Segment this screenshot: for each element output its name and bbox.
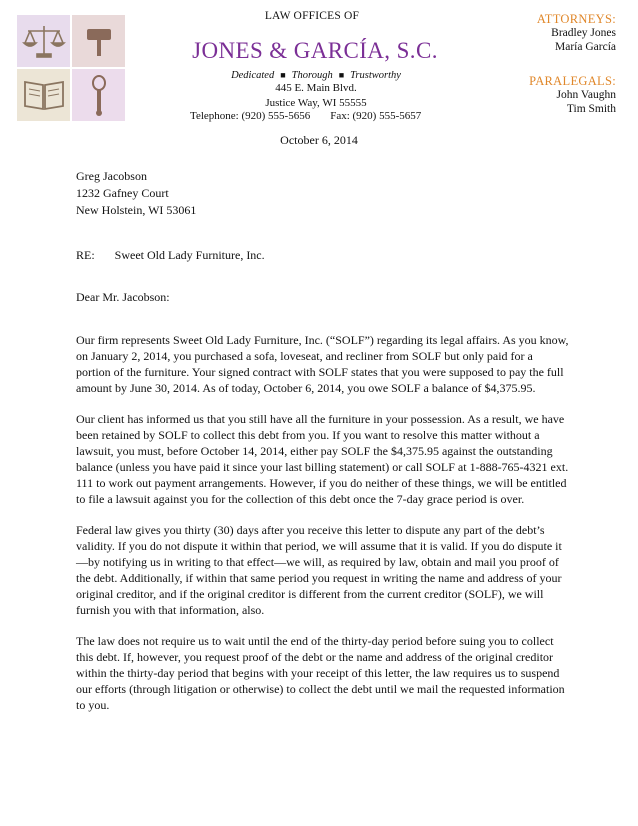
firm-fax: Fax: (920) 555-5657	[330, 110, 422, 122]
scales-icon	[22, 21, 66, 61]
tagline-separator: ■	[338, 70, 345, 80]
logo-tile-gavel-2	[72, 69, 125, 121]
tagline-word: Thorough	[291, 70, 333, 81]
letter-body	[76, 332, 570, 728]
logo-tile-scales	[17, 15, 70, 67]
logo-tile-gavel	[72, 15, 125, 67]
paralegal-name: John Vaughn	[556, 89, 616, 101]
body-paragraph: Our firm represents Sweet Old Lady Furniture, Inc. (“SOLF”) regarding its legal affairs. As you know, on January 2, 2014, you purchased a sofa, loveseat, and recliner from SOLF but only paid for a portion of the furniture. Your signed contract with SOLF states that you were supposed to pay the full amount by June 30, 2014. As of today, October 6, 2014, you owe SOLF a balance of $4,375.95.	[76, 333, 569, 395]
recipient-name: Greg Jacobson	[76, 169, 147, 183]
gavel-icon	[84, 73, 114, 117]
firm-address-line1: 445 E. Main Blvd.	[275, 82, 357, 94]
attorney-name: María García	[555, 41, 616, 53]
body-paragraph: The law does not require us to wait until the end of the thirty-day period before suing you to collect this debt. If, however, you request proof of the debt or the name and address of the original creditor within the thirty-day period that begins with your receipt of this letter, the law requires us to suspend our efforts (through litigation or otherwise) to collect the debt until we mail the requested information to you.	[76, 634, 565, 712]
attorney-name: Bradley Jones	[551, 27, 616, 39]
re-line	[76, 248, 265, 263]
firm-address-line2: Justice Way, WI 55555	[265, 97, 367, 109]
paralegal-name: Tim Smith	[566, 103, 616, 115]
salutation: Dear Mr. Jacobson:	[76, 290, 170, 304]
tagline-word: Dedicated	[231, 70, 275, 81]
recipient-street: 1232 Gafney Court	[76, 186, 169, 200]
re-subject: Sweet Old Lady Furniture, Inc.	[114, 248, 265, 262]
law-offices-label: LAW OFFICES OF	[264, 10, 360, 22]
firm-name: JONES & GARCÍA, S.C.	[192, 38, 438, 63]
letter-date: October 6, 2014	[280, 133, 358, 147]
tagline-word: Trustworthy	[350, 70, 401, 81]
body-paragraph: Our client has informed us that you still have all the furniture in your possession. As a result, we have been retained by SOLF to collect this debt from you. If you want to resolve this matter without a lawsuit, you must, before October 14, 2014, either pay SOLF the $4,375.95 against the outstanding balance (unless you have paid it since your last billing statement) or call SOLF at 1-888-765-4321 ext. 111 to work out payment arrangements. However, if you do neither of these things, we will be entitled to file a lawsuit against you for the collection of this debt once the 7-day grace period is over.	[76, 412, 569, 506]
firm-phone-fax	[190, 110, 460, 123]
gavel-icon	[79, 21, 119, 61]
paralegals-block	[529, 74, 616, 116]
attorneys-heading: ATTORNEYS:	[536, 12, 616, 26]
logo-tile-book	[17, 69, 70, 121]
paralegals-heading: PARALEGALS:	[529, 74, 616, 88]
book-icon	[22, 78, 66, 112]
recipient-address	[76, 168, 196, 219]
firm-telephone: Telephone: (920) 555-5656	[190, 110, 311, 122]
tagline-separator: ■	[280, 70, 286, 80]
attorneys-block	[537, 12, 616, 54]
re-label: RE:	[76, 248, 95, 262]
firm-logo	[17, 15, 126, 122]
firm-tagline	[170, 70, 462, 81]
body-paragraph: Federal law gives you thirty (30) days after you receive this letter to dispute any part of the debt’s validity. If you do not dispute it within that period, we will assume that it is valid. If you do dispute it—by notifying us in writing to that effect—we will, as required by law, obtain and mail you proof of the debt. Additionally, if within that same period you request in writing the name and address of your original creditor, and if the original creditor is different from the current creditor (SOLF), we will furnish you with that information, also.	[76, 523, 562, 617]
recipient-city: New Holstein, WI 53061	[76, 203, 197, 217]
